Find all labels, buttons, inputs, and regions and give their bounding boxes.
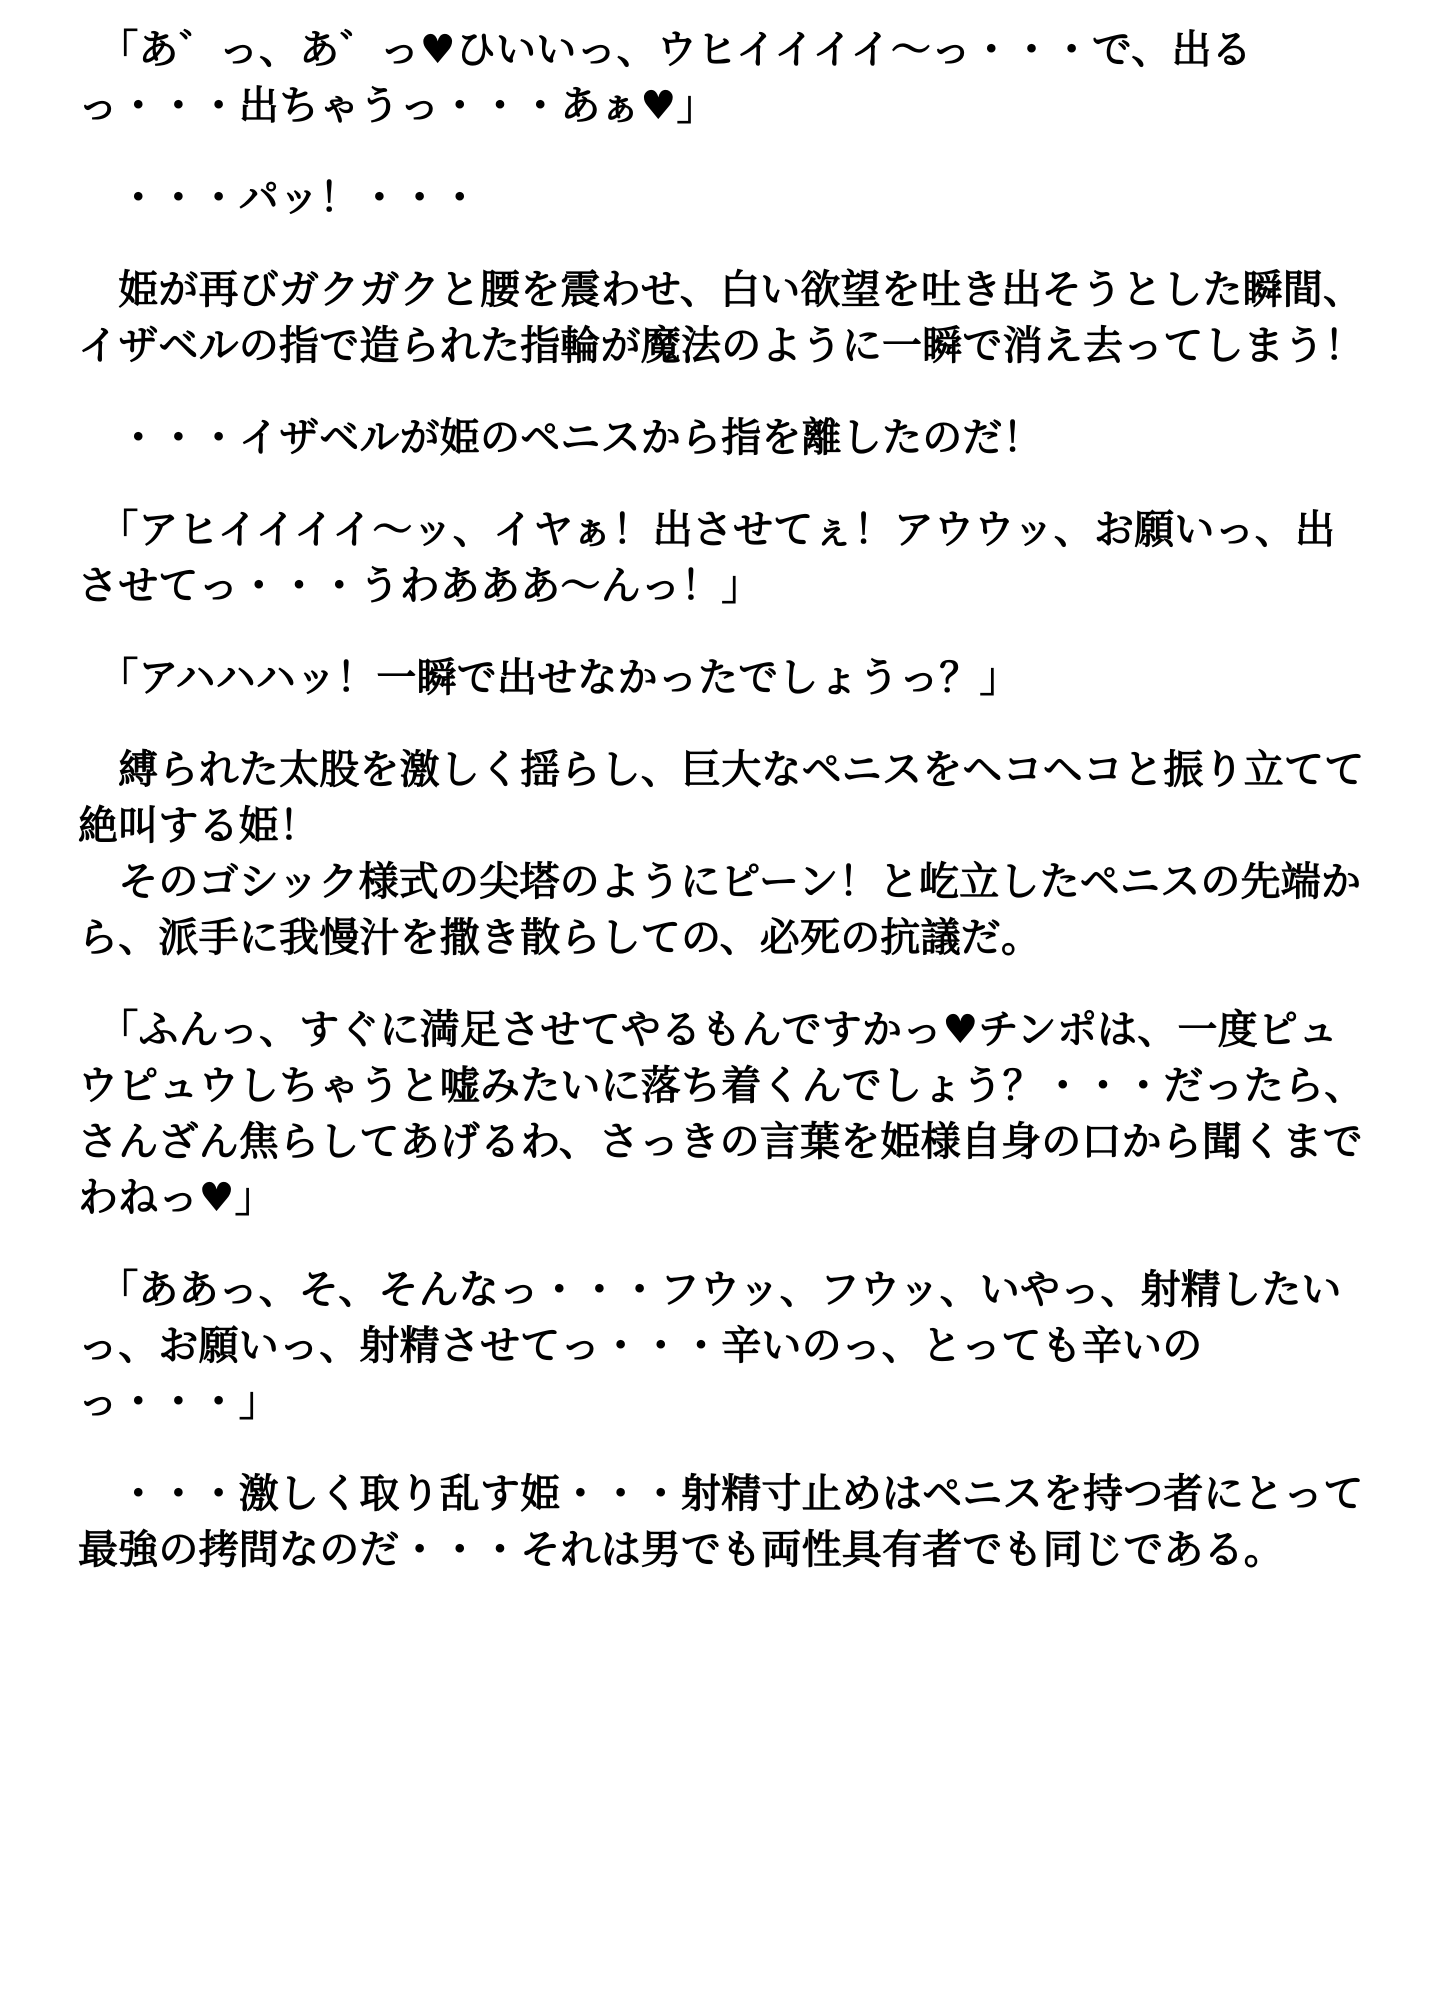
paragraph: ・・・激しく取り乱す姫・・・射精寸止めはペニスを持つ者にとって最強の拷問なのだ・・・それは男でも両性具有者でも同じである。 (78, 1470, 1364, 1573)
paragraph: ・・・イザベルが姫のペニスから指を離したのだ！ (78, 414, 1043, 461)
paragraph: 「ああっ、そ、そんなっ・・・フウッ、フウッ、いやっ、射精したいっ、お願いっ、射精させてっ・・・辛いのっ、とっても辛いのっ・・・」 (78, 1266, 1342, 1425)
paragraph: そのゴシック様式の尖塔のようにピーン！と屹立したペニスの先端から、派手に我慢汁を撒き散らしての、必死の抗議だ。 (78, 858, 1362, 961)
paragraph: 「アヒイイイイ～ッ、イヤぁ！出させてぇ！アウウッ、お願いっ、出させてっ・・・うわあああ～んっ！」 (78, 506, 1336, 609)
paragraph: ・・・パッ！・・・ (78, 174, 480, 221)
paragraph: 「ふんっ、すぐに満足させてやるもんですかっ♥チンポは、一度ピュウピュウしちゃうと嘘みたいに落ち着くんでしょう？・・・だったら、さんざん焦らしてあげるわ、さっきの言葉を姫様自身の口から聞くまでわねっ♥」 (78, 1006, 1365, 1221)
paragraph: 「あ゛っ、あ゛っ♥ひいいっ、ウヒイイイイ～っ・・・で、出るっ・・・出ちゃうっ・・・あぁ♥」 (78, 26, 1252, 129)
paragraph: 縛られた太股を激しく揺らし、巨大なペニスをヘコヘコと振り立てて絶叫する姫！ (78, 746, 1365, 849)
paragraph: 姫が再びガクガクと腰を震わせ、白い欲望を吐き出そうとした瞬間、イザベルの指で造られた指輪が魔法のように一瞬で消え去ってしまう！ (78, 266, 1365, 369)
paragraph: 「アハハハッ！一瞬で出せなかったでしょうっ？」 (78, 654, 1020, 701)
